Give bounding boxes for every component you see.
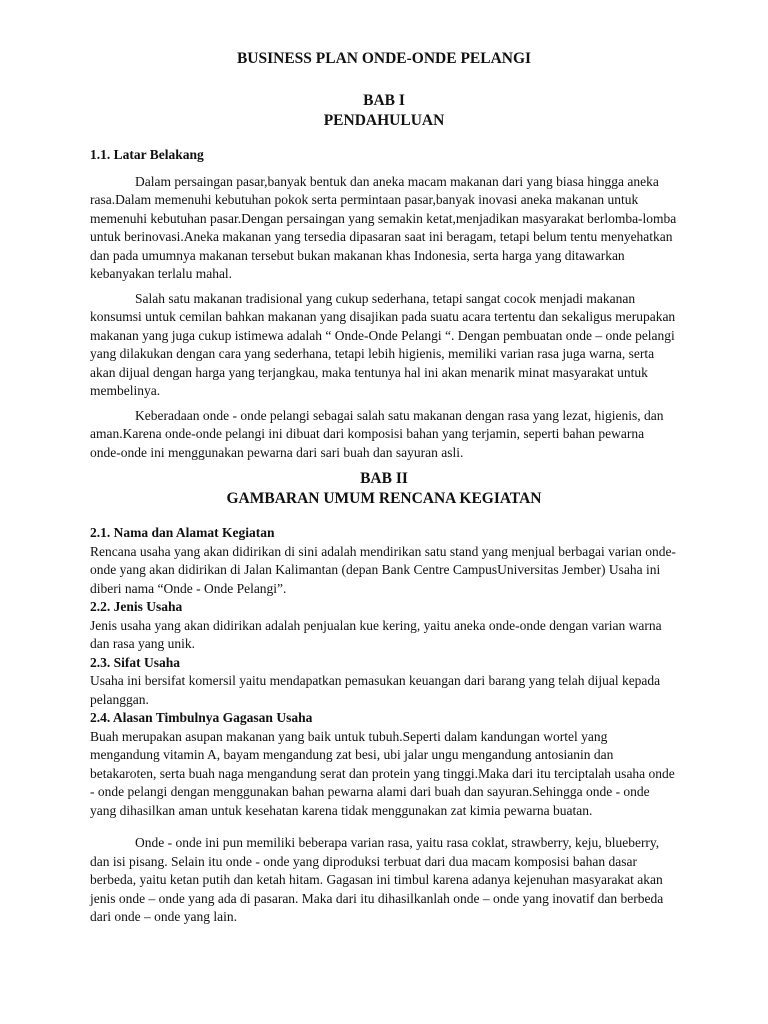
section-2-1-paragraph: Rencana usaha yang akan didirikan di sini adalah mendirikan satu stand yang menjual berbagai varian onde-onde yang akan didirikan di Jalan Kalimantan (depan Bank Centre CampusUniversitas Jember) Usaha ini diberi nama “Onde - Onde Pelangi”. <box>90 543 676 596</box>
bab2-label: BAB II <box>360 470 408 487</box>
bab1-label: BAB I <box>363 92 405 109</box>
section-2-3-title: 2.3. Sifat Usaha <box>90 654 181 670</box>
document-title: BUSINESS PLAN ONDE-ONDE PELANGI <box>236 50 532 67</box>
section-2-1-title: 2.1. Nama dan Alamat Kegiatan <box>90 525 275 540</box>
section-1-1-paragraph-2: Salah satu makanan tradisional yang cukup sederhana, tetapi sangat cocok menjadi makanan konsumsi untuk cemilan bahkan makanan yang disajikan pada suatu acara tertentu dan sekaligus merupakan makanan yang juga cukup istimewa adalah “ Onde-Onde Pelangi “. Dengan pembuatan onde – onde pelangi yang dilakukan dengan cara yang sederhana, tetapi lebih higienis, memiliki varian rasa juga warna, serta akan dijual dengan harga yang terjangkau, maka tentunya hal ini akan menarik minat masyarakat untuk membelinya. <box>90 290 676 398</box>
section-2-4-paragraph-2: Onde - onde ini pun memiliki beberapa varian rasa, yaitu rasa coklat, strawberry, keju, blueberry, dan isi pisang. Selain itu onde - onde yang diproduksi terbuat dari dua macam komposisi bahan dasar berbeda, yaitu ketan putih dan ketah hitam. Gagasan ini timbul karena adanya kejenuhan masyarakat akan jenis onde – onde yang ada di pasaran. Maka dari itu dihasilkanlah onde – onde yang inovatif dan berbeda dari onde – onde yang lain. <box>90 835 664 924</box>
bab1-heading: PENDAHULUAN <box>323 112 445 129</box>
section-2-3-paragraph: Usaha ini bersifat komersil yaitu mendapatkan pemasukan keuangan dari barang yang telah dijual kepada pelanggan. <box>90 673 661 707</box>
section-2-2-paragraph: Jenis usaha yang akan didirikan adalah penjualan kue kering, yaitu aneka onde-onde dengan varian warna dan rasa yang unik. <box>90 617 662 651</box>
section-2-2-title: 2.2. Jenis Usaha <box>90 599 183 614</box>
section-2-4-paragraph-1: Buah merupakan asupan makanan yang baik untuk tubuh.Seperti dalam kandungan wortel yang mengandung vitamin A, bayam mengandung zat besi, ubi jalar ungu mengandung antosianin dan betakaroten, serta buah naga mengandung serat dan protein yang tinggi.Maka dari itu terciptalah usaha onde - onde pelangi dengan menggunakan bahan pewarna alami dari buah dan sayuran.Sehingga onde - onde yang dihasilkan aman untuk kesehatan karena tidak menggunakan zat kimia pewarna buatan. <box>90 728 675 818</box>
section-1-1-paragraph-3: Keberadaan onde - onde pelangi sebagai salah satu makanan dengan rasa yang lezat, higienis, dan aman.Karena onde-onde pelangi ini dibuat dari komposisi bahan yang terjamin, seperti bahan pewarna onde-onde ini menggunakan pewarna dari sari buah dan sayuran asli. <box>90 407 664 460</box>
section-1-1-title: 1.1. Latar Belakang <box>90 147 204 162</box>
bab2-heading: GAMBARAN UMUM RENCANA KEGIATAN <box>226 490 542 507</box>
section-1-1-paragraph-1: Dalam persaingan pasar,banyak bentuk dan aneka macam makanan dari yang biasa hingga aneka rasa.Dalam memenuhi kebutuhan pokok serta permintaan pasar,banyak inovasi aneka makanan untuk memenuhi kebutuhan pasar.Dengan persaingan yang semakin ketat,menjadikan masyarakat berlomba-lomba untuk berinovasi.Aneka makanan yang tersedia dipasaran saat ini beragam, tetapi belum tentu menyehatkan dan pada umumnya makanan tersebut bukan makanan khas Indonesia, serta harga yang ditawarkan kebanyakan terlalu mahal. <box>90 173 677 281</box>
section-2-4-title: 2.4. Alasan Timbulnya Gagasan Usaha <box>90 710 313 725</box>
